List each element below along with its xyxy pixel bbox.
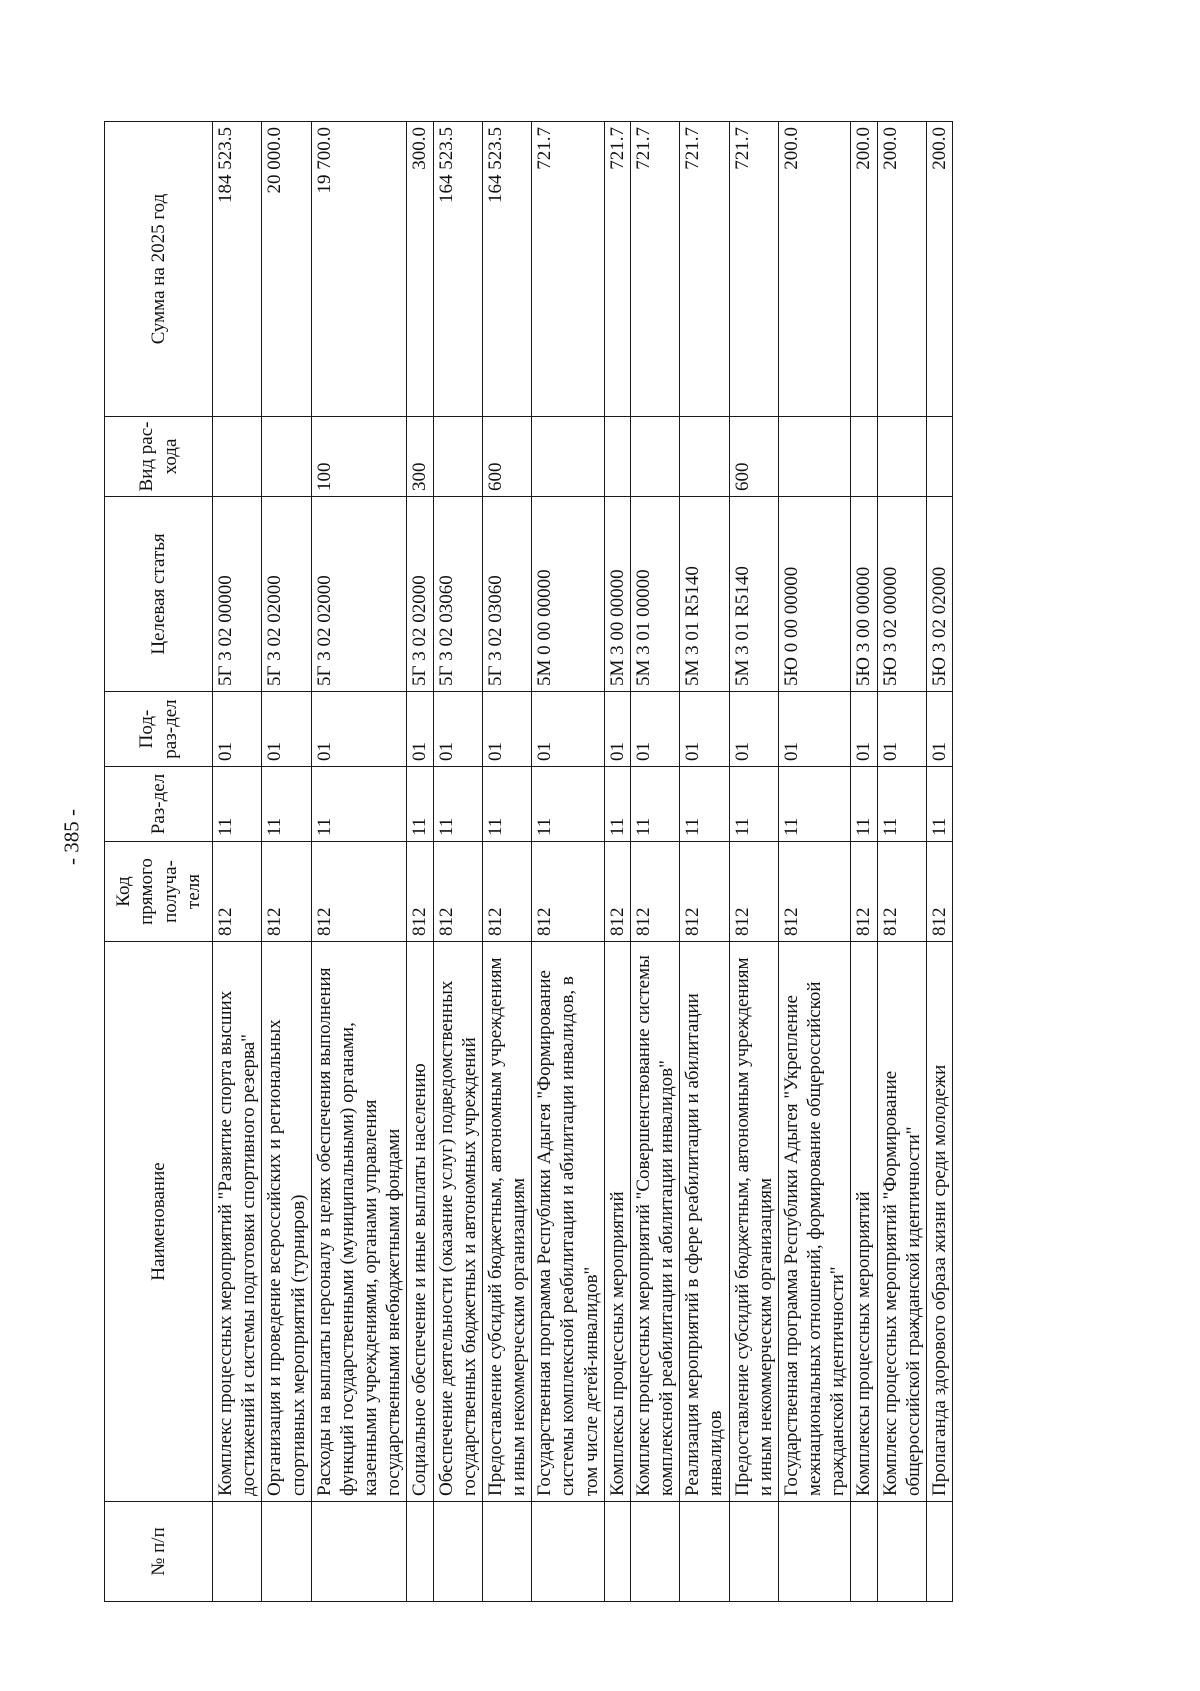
- cell-sum: 184 523.5: [213, 122, 262, 417]
- header-no: № п/п: [105, 1502, 213, 1602]
- cell-target: 5Г 3 02 03060: [433, 497, 482, 692]
- cell-subsection: 01: [604, 692, 630, 767]
- cell-expense: [433, 417, 482, 497]
- cell-expense: [262, 417, 311, 497]
- cell-expense: [604, 417, 630, 497]
- cell-target: 5Г 3 02 02000: [311, 497, 407, 692]
- table-row: [877, 122, 926, 1602]
- budget-table: [104, 121, 953, 1602]
- cell-sum: 721.7: [604, 122, 630, 417]
- cell-section: 11: [604, 767, 630, 842]
- cell-subsection: 01: [213, 692, 262, 767]
- cell-recipient: 812: [630, 842, 679, 942]
- cell-recipient: 812: [407, 842, 433, 942]
- cell-name: Комплекс процессных мероприятий "Развитие спорта высших достижений и системы подготовки спортивного резерва": [213, 942, 262, 1502]
- cell-expense: [680, 417, 729, 497]
- cell-expense: 300: [407, 417, 433, 497]
- cell-sum: 721.7: [532, 122, 605, 417]
- cell-sum: 721.7: [680, 122, 729, 417]
- cell-expense: [213, 417, 262, 497]
- cell-no: [262, 1502, 311, 1602]
- cell-expense: [778, 417, 851, 497]
- cell-subsection: 01: [778, 692, 851, 767]
- table-row: [311, 122, 407, 1602]
- cell-subsection: 01: [680, 692, 729, 767]
- cell-subsection: 01: [482, 692, 531, 767]
- cell-recipient: 812: [482, 842, 531, 942]
- cell-sum: 300.0: [407, 122, 433, 417]
- cell-no: [778, 1502, 851, 1602]
- cell-subsection: 01: [311, 692, 407, 767]
- cell-name: Предоставление субсидий бюджетным, автономным учреждениям и иным некоммерческим организациям: [482, 942, 531, 1502]
- cell-section: 11: [262, 767, 311, 842]
- cell-name: Государственная программа Республики Адыгея "Укрепление межнациональных отношений, формирование общероссийской гражданской идентичности": [778, 942, 851, 1502]
- cell-name: Комплекс процессных мероприятий "Формирование общероссийской гражданской идентичности": [877, 942, 926, 1502]
- cell-name: Социальное обеспечение и иные выплаты населению: [407, 942, 433, 1502]
- cell-section: 11: [213, 767, 262, 842]
- cell-target: 5Г 3 02 00000: [213, 497, 262, 692]
- table-row: [680, 122, 729, 1602]
- cell-no: [482, 1502, 531, 1602]
- cell-no: [604, 1502, 630, 1602]
- cell-no: [630, 1502, 679, 1602]
- cell-target: 5М 0 00 00000: [532, 497, 605, 692]
- table-row: [407, 122, 433, 1602]
- cell-section: 11: [630, 767, 679, 842]
- cell-recipient: 812: [604, 842, 630, 942]
- cell-sum: 164 523.5: [433, 122, 482, 417]
- table-row: [213, 122, 262, 1602]
- cell-subsection: 01: [262, 692, 311, 767]
- table-row: [729, 122, 778, 1602]
- cell-sum: 721.7: [630, 122, 679, 417]
- cell-target: 5Г 3 02 02000: [407, 497, 433, 692]
- cell-section: 11: [433, 767, 482, 842]
- cell-no: [213, 1502, 262, 1602]
- header-expense: Вид рас-хода: [105, 417, 213, 497]
- cell-recipient: 812: [877, 842, 926, 942]
- cell-target: 5Ю 0 00 00000: [778, 497, 851, 692]
- cell-recipient: 812: [851, 842, 877, 942]
- cell-name: Государственная программа Республики Адыгея "Формирование системы комплексной реабилитации и абилитации инвалидов, в том числе детей-инвалидов": [532, 942, 605, 1502]
- cell-no: [433, 1502, 482, 1602]
- table-row: [778, 122, 851, 1602]
- cell-target: 5М 3 01 R5140: [729, 497, 778, 692]
- cell-expense: [877, 417, 926, 497]
- cell-name: Комплекс процессных мероприятий "Совершенствование системы комплексной реабилитации и абилитации инвалидов": [630, 942, 679, 1502]
- cell-no: [851, 1502, 877, 1602]
- cell-name: Предоставление субсидий бюджетным, автономным учреждениям и иным некоммерческим организациям: [729, 942, 778, 1502]
- cell-section: 11: [729, 767, 778, 842]
- cell-target: 5М 3 01 R5140: [680, 497, 729, 692]
- cell-section: 11: [482, 767, 531, 842]
- cell-recipient: 812: [778, 842, 851, 942]
- cell-section: 11: [680, 767, 729, 842]
- cell-expense: [630, 417, 679, 497]
- header-name: Наименование: [105, 942, 213, 1502]
- cell-name: Организация и проведение всероссийских и региональных спортивных мероприятий (турниров): [262, 942, 311, 1502]
- cell-no: [680, 1502, 729, 1602]
- cell-subsection: 01: [532, 692, 605, 767]
- cell-expense: [926, 417, 952, 497]
- cell-subsection: 01: [630, 692, 679, 767]
- rotated-page-content: [104, 122, 1142, 1602]
- cell-no: [877, 1502, 926, 1602]
- cell-section: 11: [532, 767, 605, 842]
- header-section: Раз-дел: [105, 767, 213, 842]
- table-row: [604, 122, 630, 1602]
- cell-recipient: 812: [433, 842, 482, 942]
- cell-target: 5Ю 3 00 00000: [851, 497, 877, 692]
- cell-target: 5Г 3 02 03060: [482, 497, 531, 692]
- table-row: [433, 122, 482, 1602]
- cell-subsection: 01: [877, 692, 926, 767]
- cell-sum: 200.0: [926, 122, 952, 417]
- table-row: [630, 122, 679, 1602]
- page-number: - 385 -: [59, 809, 84, 865]
- cell-sum: 200.0: [778, 122, 851, 417]
- table-row: [482, 122, 531, 1602]
- cell-subsection: 01: [433, 692, 482, 767]
- cell-name: Комплексы процессных мероприятий: [851, 942, 877, 1502]
- table-row: [851, 122, 877, 1602]
- cell-sum: 19 700.0: [311, 122, 407, 417]
- cell-recipient: 812: [680, 842, 729, 942]
- cell-subsection: 01: [926, 692, 952, 767]
- cell-section: 11: [926, 767, 952, 842]
- cell-section: 11: [407, 767, 433, 842]
- cell-no: [532, 1502, 605, 1602]
- cell-sum: 200.0: [851, 122, 877, 417]
- cell-subsection: 01: [407, 692, 433, 767]
- cell-target: 5Ю 3 02 00000: [877, 497, 926, 692]
- cell-section: 11: [877, 767, 926, 842]
- table-body: [213, 122, 953, 1602]
- cell-expense: 100: [311, 417, 407, 497]
- cell-name: Расходы на выплаты персоналу в целях обеспечения выполнения функций государственными (муниципальными) органами, казенными учреждениями, органами управления государственными внебюджетными фондами: [311, 942, 407, 1502]
- header-sum: Сумма на 2025 год: [105, 122, 213, 417]
- header-subsection: Под-раз-дел: [105, 692, 213, 767]
- cell-recipient: 812: [532, 842, 605, 942]
- cell-name: Реализация мероприятий в сфере реабилитации и абилитации инвалидов: [680, 942, 729, 1502]
- cell-expense: [532, 417, 605, 497]
- cell-target: 5Г 3 02 02000: [262, 497, 311, 692]
- cell-subsection: 01: [851, 692, 877, 767]
- cell-sum: 200.0: [877, 122, 926, 417]
- cell-no: [926, 1502, 952, 1602]
- table-row: [532, 122, 605, 1602]
- cell-no: [729, 1502, 778, 1602]
- cell-recipient: 812: [926, 842, 952, 942]
- cell-target: 5М 3 01 00000: [630, 497, 679, 692]
- cell-no: [407, 1502, 433, 1602]
- cell-sum: 721.7: [729, 122, 778, 417]
- cell-target: 5Ю 3 02 02000: [926, 497, 952, 692]
- cell-expense: 600: [729, 417, 778, 497]
- cell-no: [311, 1502, 407, 1602]
- cell-expense: [851, 417, 877, 497]
- cell-section: 11: [778, 767, 851, 842]
- cell-sum: 164 523.5: [482, 122, 531, 417]
- table-header-row: [105, 122, 213, 1602]
- cell-recipient: 812: [213, 842, 262, 942]
- cell-section: 11: [851, 767, 877, 842]
- cell-expense: 600: [482, 417, 531, 497]
- table-row: [262, 122, 311, 1602]
- cell-section: 11: [311, 767, 407, 842]
- cell-recipient: 812: [262, 842, 311, 942]
- cell-recipient: 812: [311, 842, 407, 942]
- cell-name: Обеспечение деятельности (оказание услуг) подведомственных государственных бюджетных и автономных учреждений: [433, 942, 482, 1502]
- cell-subsection: 01: [729, 692, 778, 767]
- table-row: [926, 122, 952, 1602]
- cell-target: 5М 3 00 00000: [604, 497, 630, 692]
- cell-recipient: 812: [729, 842, 778, 942]
- header-target: Целевая статья: [105, 497, 213, 692]
- header-recipient: Код прямого получа-теля: [105, 842, 213, 942]
- cell-name: Пропаганда здорового образа жизни среди молодежи: [926, 942, 952, 1502]
- cell-sum: 20 000.0: [262, 122, 311, 417]
- cell-name: Комплексы процессных мероприятий: [604, 942, 630, 1502]
